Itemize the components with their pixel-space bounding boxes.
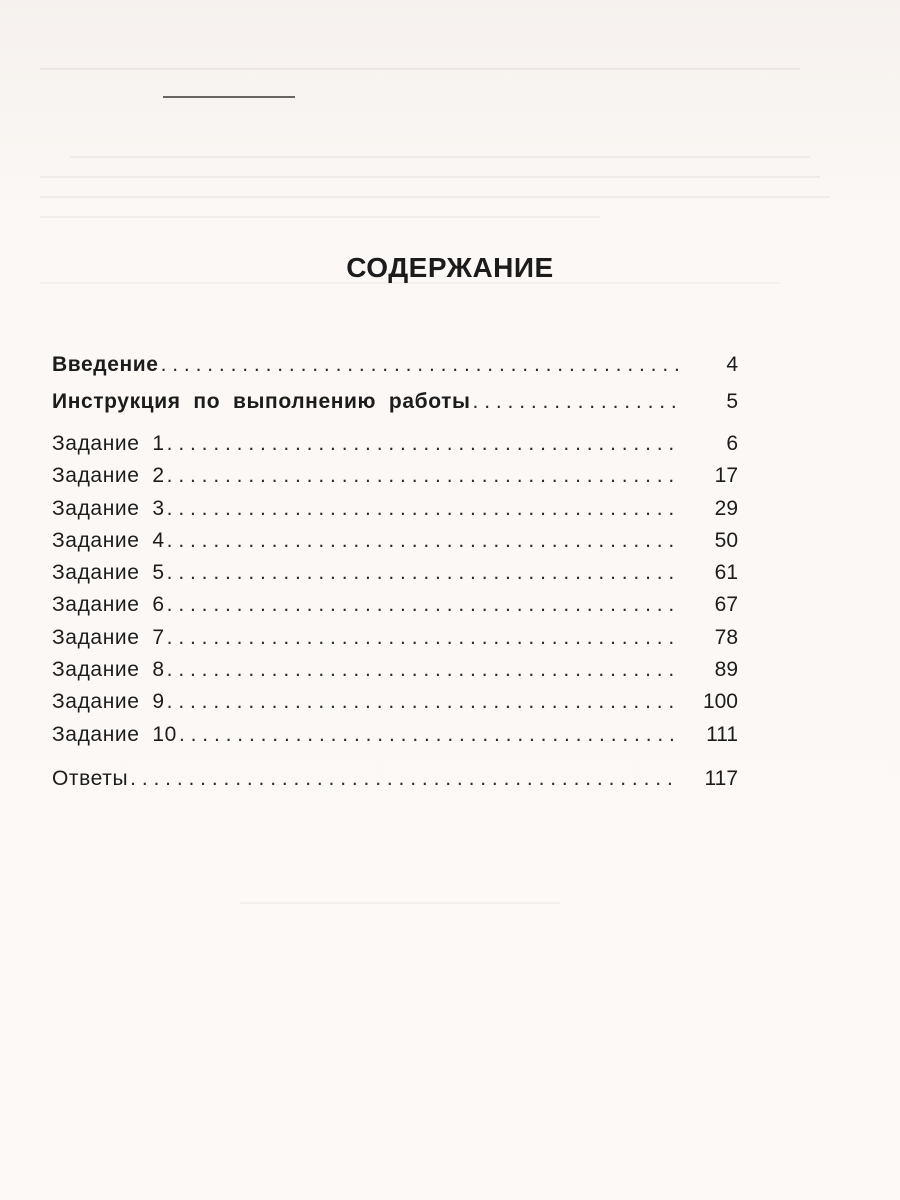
toc-leader-dots	[167, 686, 680, 718]
toc-entry	[52, 493, 738, 525]
header-rule	[163, 96, 295, 98]
toc-entry	[52, 428, 738, 460]
toc-entry-label: Задание 7	[52, 625, 165, 649]
toc-entry	[52, 622, 738, 654]
toc-entry-label: Задание 3	[52, 496, 165, 520]
toc-entry-page: 4	[726, 353, 738, 376]
toc-entry	[52, 589, 738, 621]
toc-entry-label: Задание 8	[52, 658, 165, 682]
toc-entry-page: 89	[714, 658, 738, 682]
toc-entry	[52, 654, 738, 686]
toc-entry	[52, 460, 738, 492]
toc-entry-label: Ответы	[52, 766, 129, 790]
bleed-through-line	[70, 156, 810, 158]
toc-entry-label: Задание 9	[52, 690, 165, 714]
toc-entry	[52, 383, 738, 420]
toc-entry-label: Задание 5	[52, 561, 165, 585]
toc-entry	[52, 346, 738, 383]
toc-entry-page: 5	[726, 390, 738, 413]
toc-leader-dots	[167, 525, 680, 557]
toc-entry-page: 17	[714, 464, 738, 488]
bleed-through-line	[40, 216, 600, 218]
bleed-through-line	[40, 196, 830, 198]
toc-entry	[52, 763, 738, 795]
toc-leader-dots	[167, 493, 680, 525]
toc-entry-page: 111	[706, 722, 738, 746]
toc-leader-dots	[473, 383, 680, 420]
toc-entry-page: 50	[714, 528, 738, 552]
toc-entry-page: 61	[714, 561, 738, 585]
toc-entry-label: Введение	[52, 353, 159, 376]
toc-entry-page: 117	[704, 766, 738, 790]
toc-entry-page: 67	[714, 593, 738, 617]
page-title: СОДЕРЖАНИЕ	[346, 252, 554, 283]
toc-entry-page: 78	[714, 625, 738, 649]
toc-entry-label: Задание 10	[52, 722, 177, 746]
toc-entry-label: Задание 6	[52, 593, 165, 617]
toc-entry	[52, 557, 738, 589]
toc-entry-page: 29	[714, 496, 738, 520]
toc-leader-dots	[167, 622, 680, 654]
bleed-through-line	[40, 68, 800, 70]
toc-entry-page: 100	[702, 690, 738, 714]
toc-leader-dots	[167, 460, 680, 492]
toc-leader-dots	[167, 557, 680, 589]
toc-entry-label: Задание 4	[52, 528, 165, 552]
toc-leader-dots	[179, 719, 680, 751]
toc-leader-dots	[161, 346, 680, 383]
toc-leader-dots	[167, 589, 680, 621]
toc-entry-label: Задание 2	[52, 464, 165, 488]
toc-entry-label: Инструкция по выполнению работы	[52, 390, 471, 413]
bleed-through-line	[40, 176, 820, 178]
toc-entry-label: Задание 1	[52, 432, 165, 455]
toc-entry	[52, 686, 738, 718]
toc-leader-dots	[130, 763, 680, 795]
toc-entry	[52, 525, 738, 557]
toc-leader-dots	[167, 428, 680, 460]
toc-entry-page: 6	[726, 432, 738, 455]
bleed-through-line	[240, 902, 560, 904]
table-of-contents	[52, 346, 738, 795]
toc-entry	[52, 719, 738, 751]
toc-leader-dots	[167, 654, 680, 686]
